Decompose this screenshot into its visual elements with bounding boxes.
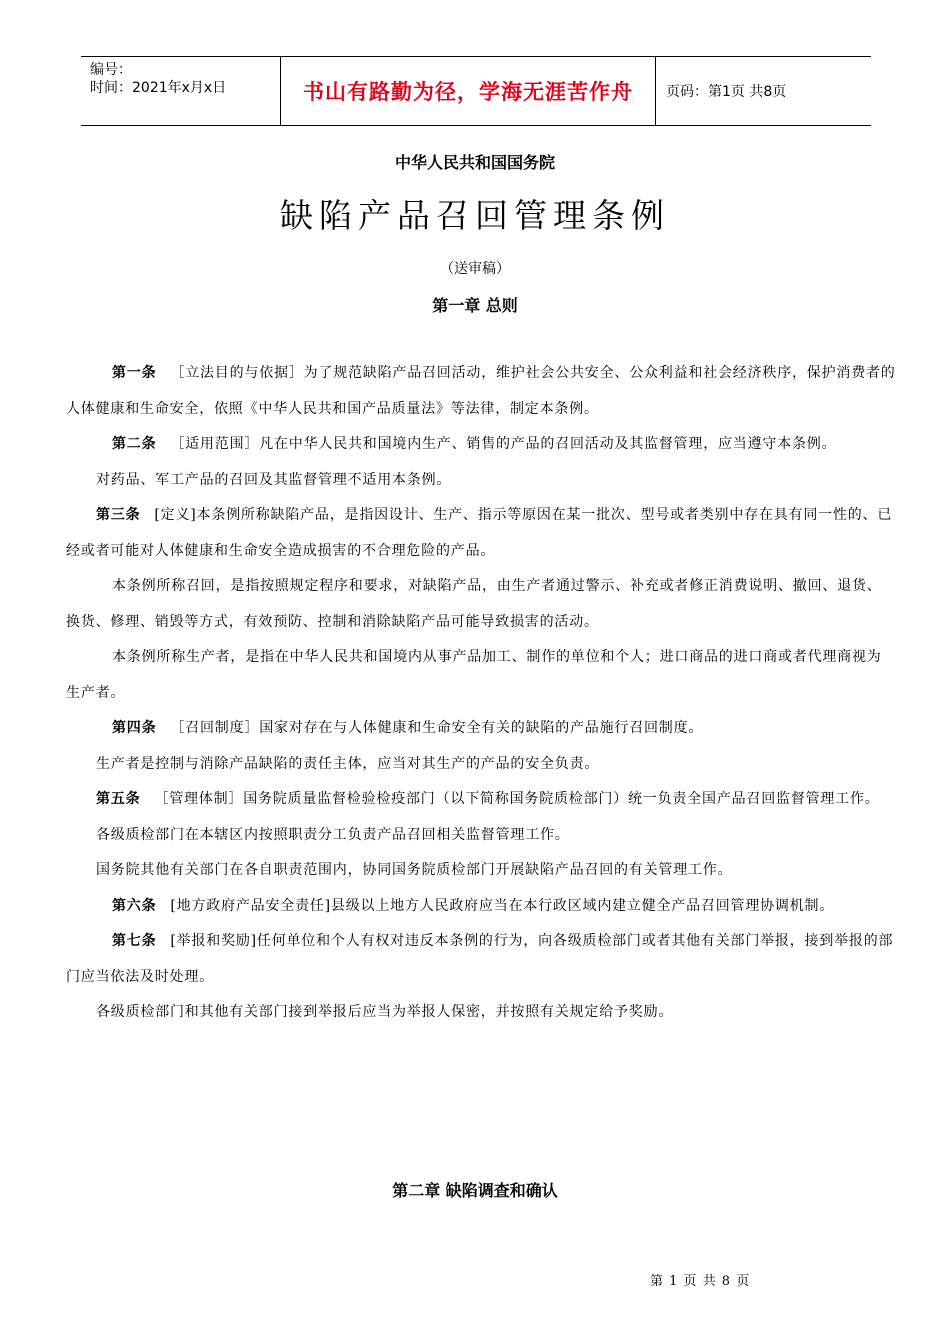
page-info: 页码：第1页 共8页: [666, 84, 787, 100]
article-label: 第三条: [96, 507, 141, 523]
article-text: ［适用范围］凡在中华人民共和国境内生产、销售的产品的召回活动及其监督管理，应当遵守本条例。: [170, 436, 837, 452]
paragraph: 生产者是控制与消除产品缺陷的责任主体，应当对其生产的产品的安全负责。: [96, 755, 600, 772]
article-5: [66, 782, 896, 818]
paragraph: 国务院其他有关部门在各自职责范围内，协同国务院质检部门开展缺陷产品召回的有关管理工作。: [96, 862, 733, 878]
header-meta-cell: [81, 57, 281, 125]
article-7: [66, 924, 896, 995]
time-label: 时间：2021年x月x日: [90, 80, 227, 96]
article-1: [66, 356, 896, 427]
article-label: 第六条: [112, 897, 157, 914]
article-text: [定义]本条例所称缺陷产品，是指因设计、生产、指示等原因在某一批次、型号或者类别中存在具有同一性的、已经或者可能对人体健康和生命安全造成损害的不合理危险的产品。: [66, 507, 893, 559]
page-footer: 第 1 页 共 8 页: [650, 1274, 751, 1289]
issuer: 中华人民共和国国务院: [394, 153, 555, 172]
article-6: [66, 889, 896, 925]
article-label: 第二条: [112, 436, 157, 452]
document-body: [66, 356, 896, 1031]
article-label: 第七条: [112, 933, 157, 949]
paragraph: 对药品、军工产品的召回及其监督管理不适用本条例。: [96, 471, 452, 488]
article-text: ［召回制度］国家对存在与人体健康和生命安全有关的缺陷的产品施行召回制度。: [170, 720, 704, 736]
article-2: [66, 427, 896, 463]
draft-note: （送审稿）: [440, 261, 510, 277]
article-label: 第四条: [112, 720, 157, 736]
chapter-1-heading: 第一章 总则: [432, 296, 518, 315]
motto: 书山有路勤为径，学海无涯苦作舟: [281, 57, 656, 125]
article-text: [举报和奖励]任何单位和个人有权对违反本条例的行为，向各级质检部门或者其他有关部门举报，接到举报的部门应当依法及时处理。: [66, 933, 894, 985]
article-text: [地方政府产品安全责任]县级以上地方人民政府应当在本行政区域内建立健全产品召回管理协调机制。: [170, 897, 835, 914]
document-title: 缺陷产品召回管理条例: [280, 196, 670, 235]
article-4: [66, 711, 896, 747]
number-label: 编号：: [90, 62, 132, 78]
article-text: ［立法目的与依据］为了规范缺陷产品召回活动，维护社会公共安全、公众利益和社会经济秩序，保护消费者的人体健康和生命安全，依照《中华人民共和国产品质量法》等法律，制定本条例。: [66, 365, 896, 417]
article-label: 第五条: [96, 791, 141, 807]
paragraph: 本条例所称召回，是指按照规定程序和要求，对缺陷产品，由生产者通过警示、补充或者修正消费说明、撤回、退货、换货、修理、销毁等方式，有效预防、控制和消除缺陷产品可能导致损害的活动。: [66, 578, 882, 630]
article-label: 第一条: [112, 365, 157, 381]
paragraph: 各级质检部门和其他有关部门接到举报后应当为举报人保密，并按照有关规定给予奖励。: [96, 1004, 674, 1020]
paragraph: 本条例所称生产者，是指在中华人民共和国境内从事产品加工、制作的单位和个人；进口商品的进口商或者代理商视为生产者。: [66, 649, 882, 701]
article-3: [66, 498, 896, 569]
chapter-2-heading: 第二章 缺陷调查和确认: [392, 1181, 558, 1200]
paragraph: 各级质检部门在本辖区内按照职责分工负责产品召回相关监督管理工作。: [96, 826, 570, 843]
article-text: ［管理体制］国务院质量监督检验检疫部门（以下简称国务院质检部门）统一负责全国产品召回监督管理工作。: [154, 791, 880, 807]
document-header-table: [81, 56, 871, 126]
